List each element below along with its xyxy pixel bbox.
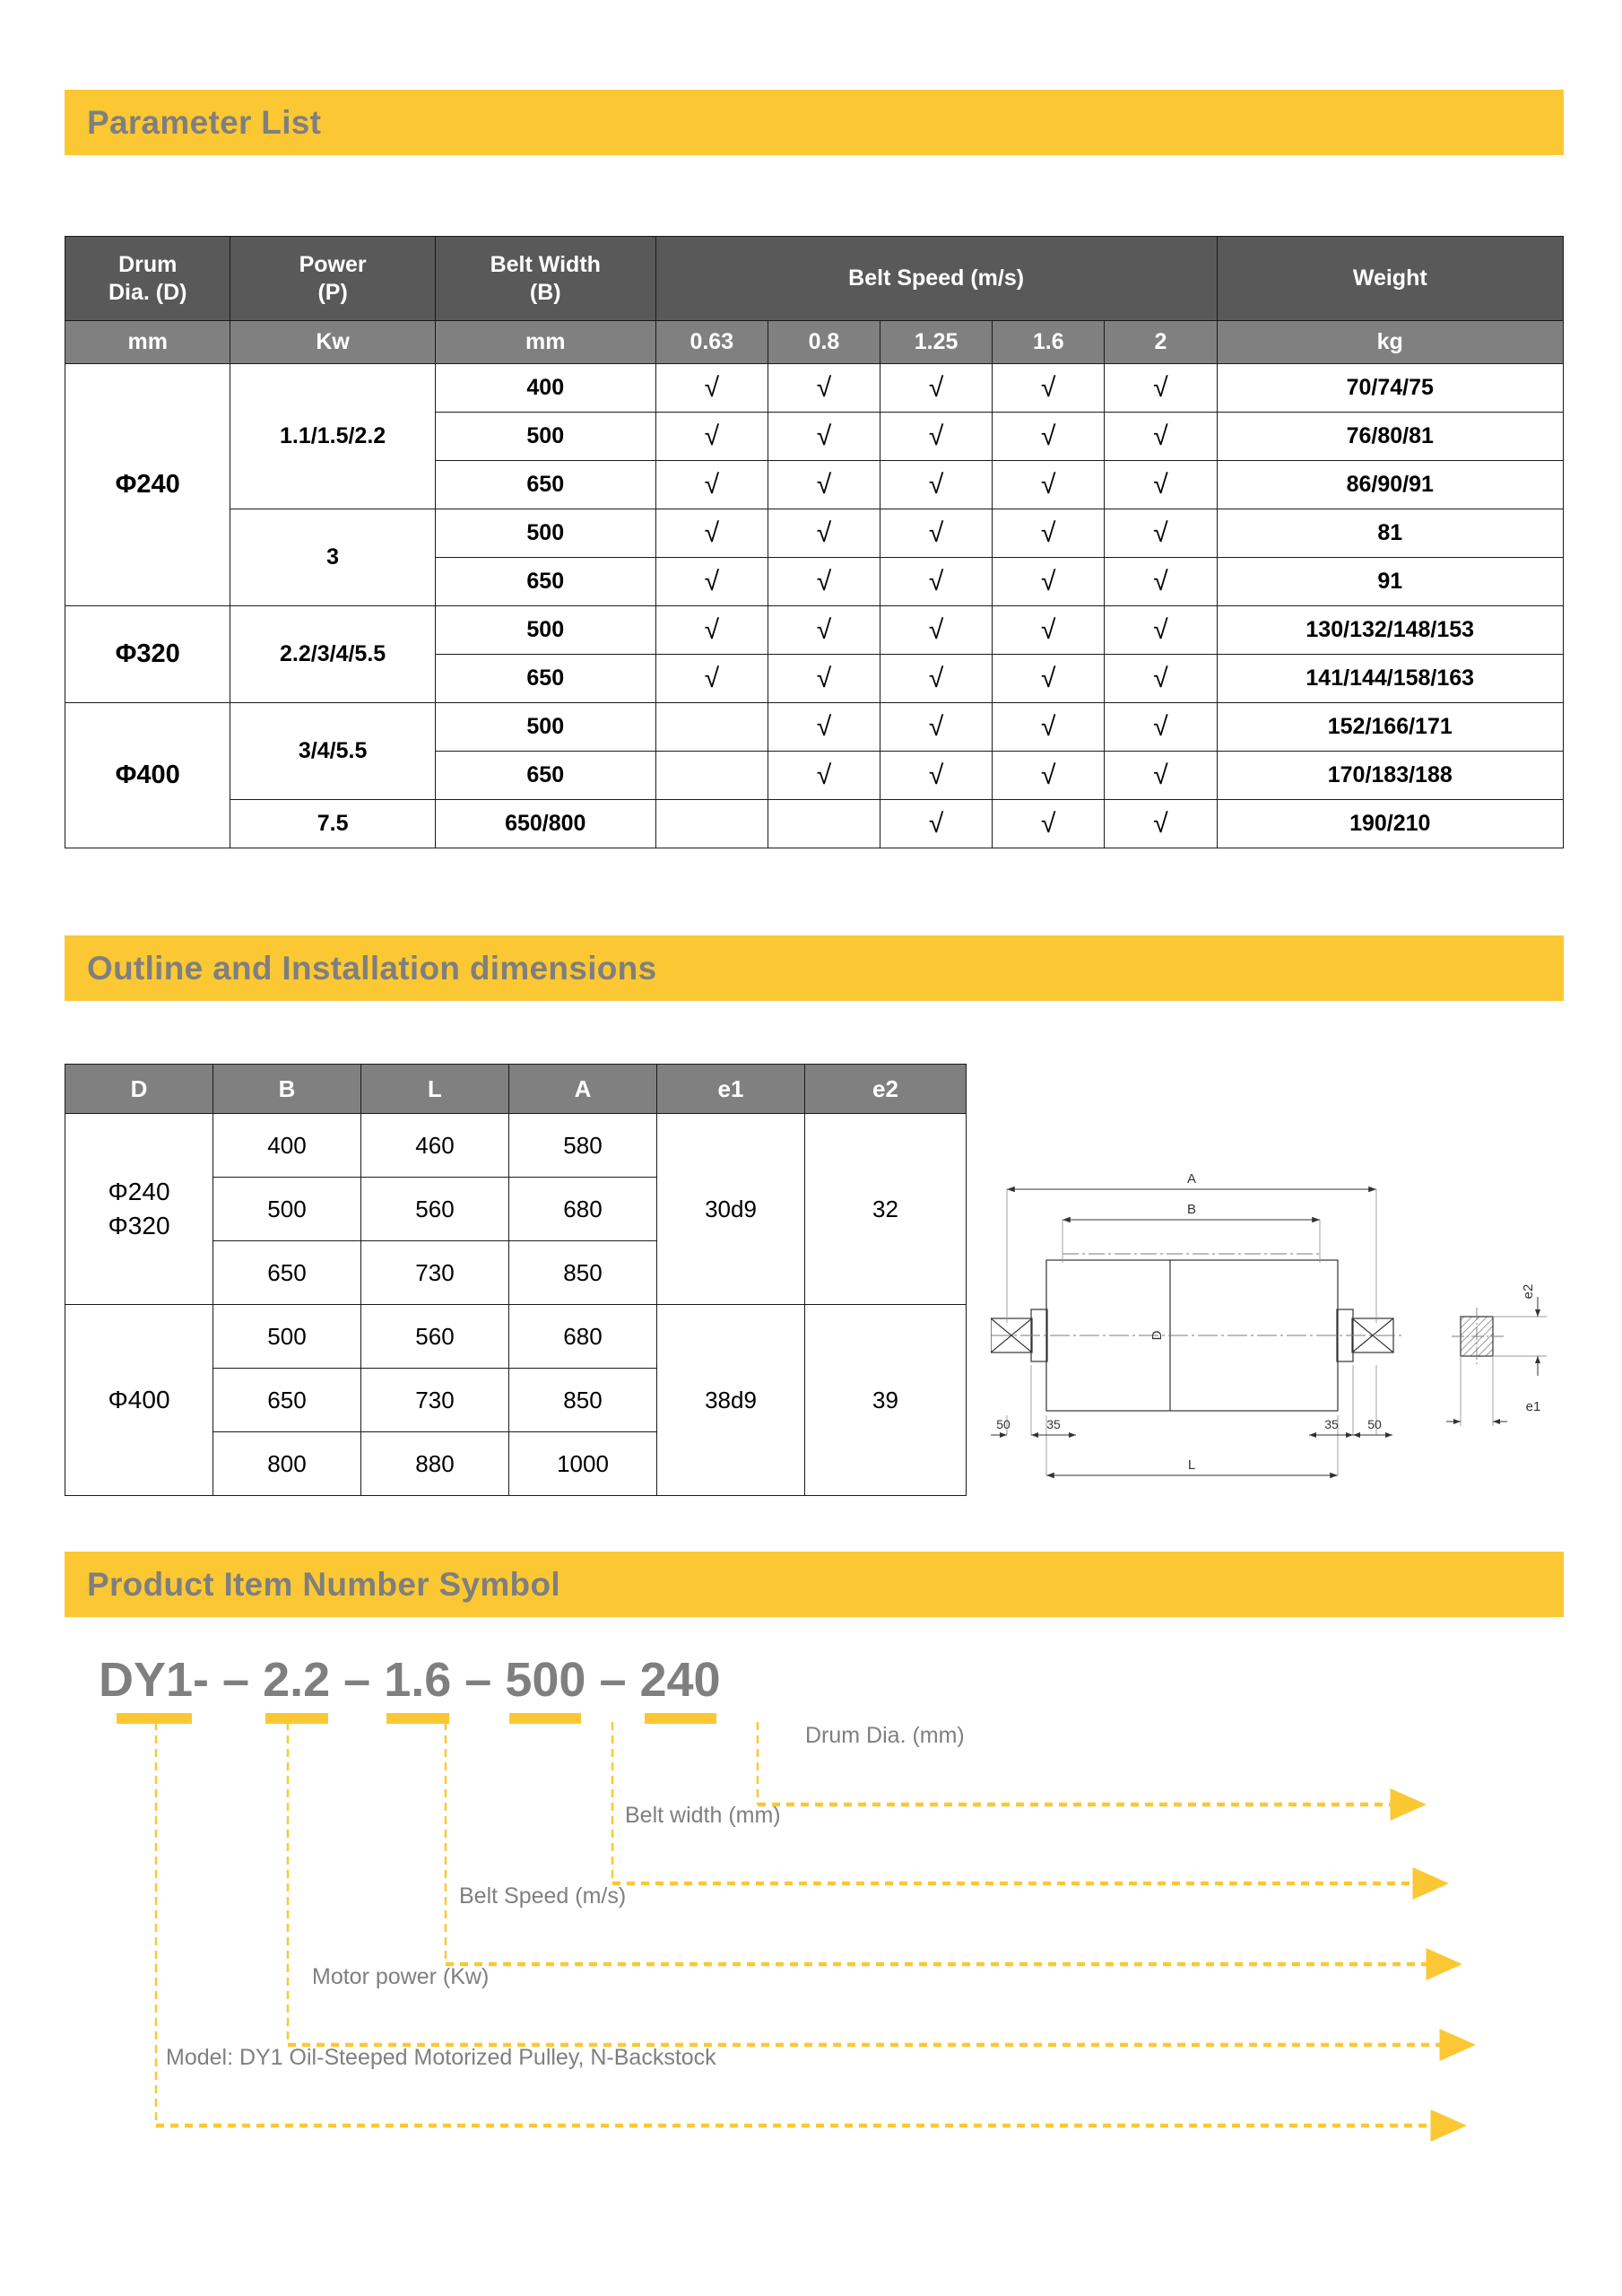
- code-segment-text: 500: [505, 1653, 586, 1707]
- section-title-symbol: Product Item Number Symbol: [87, 1565, 560, 1603]
- cell-dim-b: 650: [213, 1369, 361, 1432]
- cell-power: 1.1/1.5/2.2: [230, 364, 435, 509]
- cell-speed-check: √: [768, 364, 880, 413]
- header-weight: Weight: [1217, 237, 1564, 321]
- header-belt-width-line1: Belt Width: [490, 252, 601, 277]
- cell-weight: 86/90/91: [1217, 461, 1564, 509]
- cell-speed-check: √: [880, 800, 993, 848]
- cell-weight: 130/132/148/153: [1217, 606, 1564, 655]
- cell-speed-check: √: [768, 509, 880, 558]
- cell-weight: 170/183/188: [1217, 752, 1564, 800]
- cell-dim-b: 650: [213, 1241, 361, 1305]
- cell-speed-check: √: [880, 413, 993, 461]
- code-segment: [639, 1655, 720, 1724]
- code-separator: [585, 1655, 639, 1706]
- dim-header-e1: e1: [657, 1065, 805, 1114]
- dim-label-D: D: [1149, 1330, 1165, 1341]
- code-separator-text: –: [330, 1653, 385, 1707]
- cell-power: 2.2/3/4/5.5: [230, 606, 435, 703]
- cell-weight: 70/74/75: [1217, 364, 1564, 413]
- section-header-outline: [65, 935, 1564, 1001]
- parameter-table-body: [65, 364, 1564, 848]
- cell-speed-check: √: [655, 461, 768, 509]
- cell-speed-check: √: [1105, 752, 1217, 800]
- item-number-code: [99, 1655, 721, 1724]
- pulley-outline-drawing: [991, 1166, 1565, 1516]
- parameter-table-row: [65, 509, 1564, 558]
- dim-label-A: A: [1186, 1171, 1197, 1187]
- cell-speed-check: √: [880, 509, 993, 558]
- code-separator: [451, 1655, 505, 1706]
- cell-dim-e2: 39: [805, 1305, 967, 1496]
- cell-belt-width: 500: [435, 509, 655, 558]
- cell-speed-check: √: [993, 655, 1105, 703]
- dim-label-inner-left: 35: [1046, 1417, 1061, 1431]
- parameter-table-row: [65, 800, 1564, 848]
- cell-speed-empty: [655, 752, 768, 800]
- cell-speed-check: √: [768, 558, 880, 606]
- callout-label-belt-width: Belt width (mm): [625, 1803, 781, 1828]
- cell-speed-check: √: [1105, 606, 1217, 655]
- unit-belt-width: mm: [435, 321, 655, 364]
- cell-speed-check: √: [993, 413, 1105, 461]
- dim-label-end-left: 50: [996, 1417, 1010, 1431]
- cell-speed-check: √: [880, 461, 993, 509]
- cell-dim-b: 500: [213, 1178, 361, 1241]
- header-belt-width: [435, 237, 655, 321]
- speed-column-2: 1.25: [880, 321, 993, 364]
- section-header-symbol: [65, 1552, 1564, 1617]
- header-power-line1: Power: [299, 252, 367, 277]
- header-drum-dia-line1: Drum: [118, 252, 178, 277]
- cell-speed-check: √: [1105, 364, 1217, 413]
- cell-speed-check: √: [880, 655, 993, 703]
- cell-speed-check: √: [880, 606, 993, 655]
- cell-dim-b: 400: [213, 1114, 361, 1178]
- cell-power: 7.5: [230, 800, 435, 848]
- cell-belt-width: 650: [435, 752, 655, 800]
- code-segment: [99, 1655, 209, 1724]
- section-title-parameter-list: Parameter List: [87, 103, 322, 141]
- code-segment-text: 2.2: [263, 1653, 331, 1707]
- cell-speed-check: √: [1105, 655, 1217, 703]
- code-segment-text: 1.6: [384, 1653, 452, 1707]
- header-drum-dia-line2: Dia. (D): [108, 279, 187, 305]
- cell-dim-b: 800: [213, 1432, 361, 1496]
- cell-speed-empty: [655, 800, 768, 848]
- cell-power: 3/4/5.5: [230, 703, 435, 800]
- cell-speed-check: √: [768, 413, 880, 461]
- header-power: [230, 237, 435, 321]
- cell-belt-width: 650: [435, 558, 655, 606]
- cell-dim-e2: 32: [805, 1114, 967, 1305]
- speed-column-3: 1.6: [993, 321, 1105, 364]
- cell-speed-check: √: [1105, 509, 1217, 558]
- cell-dim-l: 880: [361, 1432, 509, 1496]
- cell-speed-check: √: [655, 364, 768, 413]
- code-separator-text: –: [451, 1653, 506, 1707]
- cell-speed-check: √: [768, 461, 880, 509]
- code-separator-text: –: [209, 1653, 264, 1707]
- dim-header-e2: e2: [805, 1065, 967, 1114]
- cell-dim-drum-dia: [65, 1114, 213, 1305]
- parameter-table-row: [65, 364, 1564, 413]
- cell-dim-l: 730: [361, 1369, 509, 1432]
- code-segment: [384, 1655, 451, 1724]
- code-segment-text: 240: [639, 1653, 721, 1707]
- cell-dim-a: 850: [509, 1369, 657, 1432]
- dim-header-B: B: [213, 1065, 361, 1114]
- cell-power: 3: [230, 509, 435, 606]
- dim-header-D: D: [65, 1065, 213, 1114]
- cell-belt-width: 500: [435, 413, 655, 461]
- parameter-table-row: [65, 703, 1564, 752]
- cell-belt-width: 500: [435, 703, 655, 752]
- dimension-table-row: [65, 1305, 967, 1369]
- cell-speed-check: √: [1105, 461, 1217, 509]
- section-header-parameter-list: [65, 90, 1564, 155]
- cell-speed-check: √: [880, 703, 993, 752]
- dimension-table-row: [65, 1114, 967, 1178]
- cell-belt-width: 400: [435, 364, 655, 413]
- cell-weight: 81: [1217, 509, 1564, 558]
- cell-speed-empty: [655, 703, 768, 752]
- cell-dim-b: 500: [213, 1305, 361, 1369]
- speed-column-4: 2: [1105, 321, 1217, 364]
- header-belt-width-line2: (B): [529, 279, 561, 305]
- cell-speed-check: √: [880, 364, 993, 413]
- cell-speed-check: √: [655, 509, 768, 558]
- cell-dim-drum-dia-line1: Φ240: [108, 1178, 170, 1206]
- cell-speed-check: √: [768, 752, 880, 800]
- dim-header-A: A: [509, 1065, 657, 1114]
- code-segment: [263, 1655, 330, 1724]
- cell-dim-l: 460: [361, 1114, 509, 1178]
- cell-speed-check: √: [1105, 703, 1217, 752]
- dim-label-inner-right: 35: [1324, 1417, 1339, 1431]
- callout-label-belt-speed: Belt Speed (m/s): [459, 1883, 627, 1909]
- header-drum-dia: [65, 237, 230, 321]
- callout-label-drum-dia: Drum Dia. (mm): [805, 1723, 965, 1748]
- cell-drum-dia: Φ320: [65, 606, 230, 703]
- callout-label-model: Model: DY1 Oil-Steeped Motorized Pulley, N-Backstock: [166, 2045, 716, 2070]
- cell-speed-check: √: [655, 413, 768, 461]
- cell-weight: 190/210: [1217, 800, 1564, 848]
- cell-speed-check: √: [993, 800, 1105, 848]
- cell-speed-check: √: [993, 509, 1105, 558]
- cell-dim-l: 560: [361, 1305, 509, 1369]
- cell-dim-a: 580: [509, 1114, 657, 1178]
- cell-speed-check: √: [993, 703, 1105, 752]
- code-separator: [209, 1655, 263, 1706]
- cell-dim-l: 730: [361, 1241, 509, 1305]
- cell-speed-check: √: [768, 606, 880, 655]
- header-power-line2: (P): [317, 279, 348, 305]
- dim-label-e2: e2: [1521, 1283, 1536, 1300]
- parameter-table: [65, 236, 1564, 848]
- dimension-table-body: [65, 1114, 967, 1496]
- cell-weight: 76/80/81: [1217, 413, 1564, 461]
- cell-speed-check: √: [1105, 558, 1217, 606]
- cell-speed-check: √: [880, 752, 993, 800]
- speed-column-1: 0.8: [768, 321, 880, 364]
- cell-belt-width: 650: [435, 655, 655, 703]
- item-number-callouts: [0, 1722, 1622, 2224]
- cell-dim-e1: 30d9: [657, 1114, 805, 1305]
- cell-dim-a: 850: [509, 1241, 657, 1305]
- cell-dim-a: 680: [509, 1178, 657, 1241]
- cell-speed-empty: [768, 800, 880, 848]
- cell-weight: 91: [1217, 558, 1564, 606]
- parameter-table-row: [65, 606, 1564, 655]
- cell-speed-check: √: [655, 558, 768, 606]
- dim-label-B: B: [1186, 1202, 1197, 1217]
- unit-drum-dia: mm: [65, 321, 230, 364]
- dim-label-e1: e1: [1525, 1399, 1541, 1414]
- cell-speed-check: √: [993, 752, 1105, 800]
- cell-dim-drum-dia-line1: Φ400: [108, 1386, 170, 1414]
- pulley-drawing-svg: [991, 1166, 1565, 1516]
- dimension-table-header-row: [65, 1065, 967, 1114]
- cell-dim-e1: 38d9: [657, 1305, 805, 1496]
- cell-speed-check: √: [993, 558, 1105, 606]
- dimension-table: [65, 1064, 967, 1496]
- cell-belt-width: 650: [435, 461, 655, 509]
- cell-speed-check: √: [993, 364, 1105, 413]
- cell-dim-a: 1000: [509, 1432, 657, 1496]
- cell-belt-width: 650/800: [435, 800, 655, 848]
- code-separator: [330, 1655, 384, 1706]
- dim-header-L: L: [361, 1065, 509, 1114]
- keyway-detail: [1446, 1284, 1547, 1426]
- cell-dim-drum-dia: [65, 1305, 213, 1496]
- cell-weight: 152/166/171: [1217, 703, 1564, 752]
- dim-label-end-right: 50: [1367, 1417, 1382, 1431]
- cell-drum-dia: Φ400: [65, 703, 230, 848]
- unit-power: Kw: [230, 321, 435, 364]
- cell-drum-dia: Φ240: [65, 364, 230, 606]
- code-segment-text: DY1-: [99, 1653, 210, 1707]
- cell-speed-check: √: [655, 606, 768, 655]
- parameter-table-header-row-2: [65, 321, 1564, 364]
- callout-lines-svg: [0, 1722, 1622, 2224]
- section-title-outline: Outline and Installation dimensions: [87, 949, 657, 987]
- cell-dim-drum-dia-line2: Φ320: [108, 1212, 170, 1239]
- cell-speed-check: √: [1105, 413, 1217, 461]
- parameter-table-header-row-1: [65, 237, 1564, 321]
- cell-weight: 141/144/158/163: [1217, 655, 1564, 703]
- cell-speed-check: √: [1105, 800, 1217, 848]
- cell-dim-l: 560: [361, 1178, 509, 1241]
- cell-speed-check: √: [655, 655, 768, 703]
- cell-speed-check: √: [993, 606, 1105, 655]
- code-segment: [505, 1655, 585, 1724]
- cell-speed-check: √: [768, 703, 880, 752]
- speed-column-0: 0.63: [655, 321, 768, 364]
- cell-speed-check: √: [993, 461, 1105, 509]
- unit-weight: kg: [1217, 321, 1564, 364]
- code-separator-text: –: [585, 1653, 640, 1707]
- header-belt-speed: Belt Speed (m/s): [655, 237, 1217, 321]
- dim-label-L: L: [1187, 1457, 1196, 1473]
- cell-speed-check: √: [880, 558, 993, 606]
- cell-dim-a: 680: [509, 1305, 657, 1369]
- cell-belt-width: 500: [435, 606, 655, 655]
- cell-speed-check: √: [768, 655, 880, 703]
- callout-label-motor-power: Motor power (Kw): [312, 1964, 490, 1989]
